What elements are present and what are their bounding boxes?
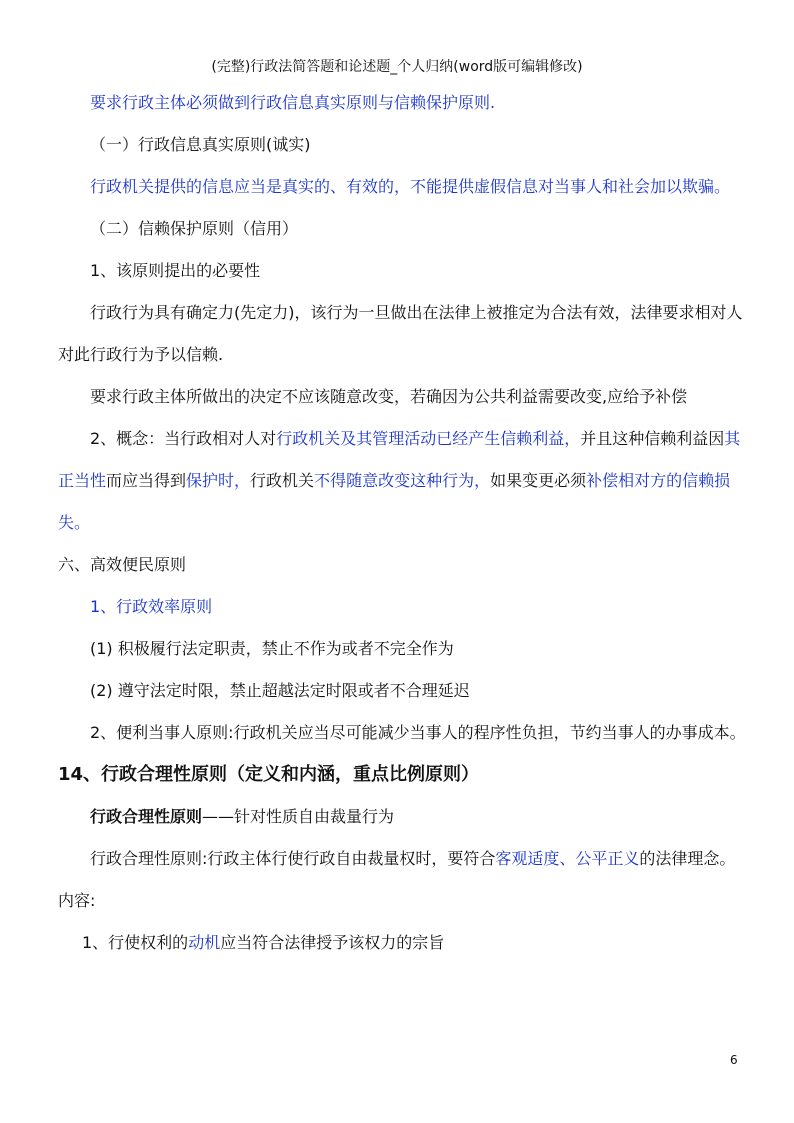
subheading: 1、行政效率原则: [90, 597, 213, 616]
text-run: 并且这种信赖利益因: [580, 429, 725, 448]
text-run: 应当符合法律授予该权力的宗旨: [220, 933, 445, 952]
bold-run: 行政合理性原则: [90, 807, 203, 826]
paragraph: 行政机关提供的信息应当是真实的、有效的，不能提供虚假信息对当事人和社会加以欺骗。: [90, 177, 731, 196]
highlight-run: 动机: [188, 933, 221, 952]
highlight-run: 保护时，: [186, 471, 251, 490]
paragraph: 要求行政主体必须做到行政信息真实原则与信赖保护原则.: [90, 93, 496, 112]
paragraph: [58, 796, 748, 838]
highlight-run: 行政机关及其管理活动已经产生信赖利益，: [276, 429, 581, 448]
text-run: 2、概念：当行政相对人对: [90, 429, 277, 448]
paragraph: 2、便利当事人原则:行政机关应当尽可能减少当事人的程序性负担，节约当事人的办事成本。: [90, 723, 746, 742]
section-heading: 六、高效便民原则: [58, 555, 187, 574]
text-run: 1、行使权利的: [82, 933, 189, 952]
text-run: 行政合理性原则:行政主体行使行政自由裁量权时，要符合: [90, 849, 496, 868]
list-item: (2) 遵守法定时限，禁止超越法定时限或者不合理延迟: [90, 681, 470, 700]
section-heading: 14、行政合理性原则（定义和内涵，重点比例原则）: [58, 764, 480, 785]
page-header: (完整)行政法简答题和论述题_个人归纳(word版可编辑修改): [211, 59, 583, 75]
subheading: （二）信赖保护原则（信用）: [90, 219, 299, 238]
paragraph: 要求行政主体所做出的决定不应该随意改变，若确因为公共利益需要改变,应给予补偿: [90, 387, 688, 406]
list-item: (1) 积极履行法定职责，禁止不作为或者不完全作为: [90, 639, 454, 658]
text-run: 如果变更必须: [490, 471, 587, 490]
text-run: 行政机关: [250, 471, 315, 490]
text-run: ——针对性质自由裁量行为: [202, 807, 395, 826]
subheading: （一）行政信息真实原则(诚实): [90, 135, 311, 154]
highlight-run: 其正当性: [58, 429, 741, 490]
page-number: 6: [730, 1053, 738, 1067]
highlight-run: 补偿相对方的信赖损失。: [58, 471, 731, 532]
text-run: 而应当得到: [106, 471, 187, 490]
paragraph: 1、该原则提出的必要性: [90, 261, 261, 280]
document-body: [58, 82, 748, 964]
paragraph: 行政行为具有确定力(先定力)，该行为一旦做出在法律上被推定为合法有效，法律要求相对人对此行政行为予以信赖.: [58, 303, 743, 364]
list-item: [58, 922, 748, 964]
highlight-run: 不得随意改变这种行为，: [314, 471, 491, 490]
highlight-run: 客观适度、公平正义: [495, 849, 640, 868]
paragraph: [58, 838, 748, 880]
paragraph: [58, 418, 748, 544]
paragraph: 内容:: [58, 891, 96, 910]
text-run: 的法律理念。: [639, 849, 736, 868]
